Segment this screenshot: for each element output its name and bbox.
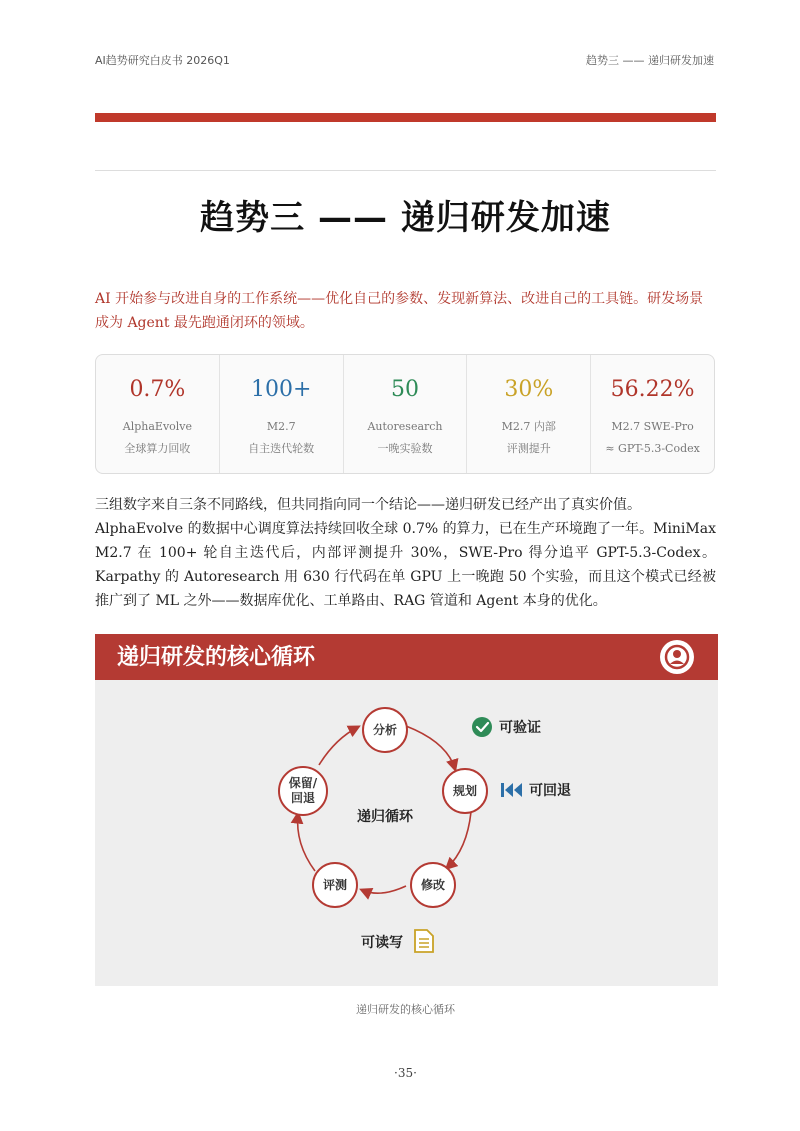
- stat-card: [467, 355, 591, 473]
- check-icon: [472, 717, 492, 737]
- stat-value: 56.22%: [610, 377, 695, 402]
- rewind-icon: [501, 783, 522, 797]
- readwrite-label: 可读写: [361, 935, 403, 951]
- cycle-diagram: [95, 634, 718, 986]
- accent-bar: [95, 113, 716, 122]
- body-paragraph-1: 三组数字来自三条不同路线，但共同指向同一个结论——递归研发已经产出了真实价值。: [95, 497, 641, 513]
- stat-label: AlphaEvolve: [122, 420, 193, 433]
- page-number: ·35·: [394, 1066, 417, 1080]
- stat-label: M2.7 内部: [501, 420, 556, 433]
- stat-label: M2.7 SWE-Pro: [611, 420, 694, 433]
- node-evaluate-label: 评测: [322, 878, 348, 892]
- figure-caption: 递归研发的核心循环: [356, 1003, 455, 1016]
- body-paragraph-2: AlphaEvolve 的数据中心调度算法持续回收全球 0.7% 的算力，已在生产环境跑了一年。MiniMax M2.7 在 100+ 轮自主迭代后，内部评测提升 30%，SWE-Pro 得分追平 GPT-5.3-Codex。Karpathy 的 Autoresearch 用 630 行代码在单 GPU 上一晚跑 50 个实验，而且这个模式已经被推广到了 ML 之外——数据库优化、工单路由、RAG 管道和 Agent 本身的优化。: [95, 521, 716, 609]
- stat-card: [344, 355, 468, 473]
- verifiable-label: 可验证: [499, 720, 541, 736]
- cycle-center-label: 递归循环: [357, 809, 413, 825]
- stat-sublabel: ≈ GPT-5.3-Codex: [605, 442, 700, 455]
- divider: [95, 170, 716, 171]
- node-modify: [411, 863, 455, 907]
- header-left: AI趋势研究白皮书 2026Q1: [95, 54, 230, 67]
- stat-label: M2.7: [266, 420, 296, 433]
- cycle-figure: [95, 634, 718, 986]
- stat-card: [220, 355, 344, 473]
- figure-title: 递归研发的核心循环: [117, 645, 316, 670]
- document-icon: [415, 930, 433, 952]
- arrow-keep-analyze: [319, 727, 358, 765]
- arrow-evaluate-keep: [298, 814, 315, 871]
- arrow-analyze-plan: [406, 726, 455, 769]
- stat-sublabel: 自主迭代轮数: [248, 442, 315, 455]
- header-right: 趋势三 —— 递归研发加速: [586, 54, 714, 67]
- node-keep-label-2: 回退: [290, 791, 316, 805]
- body-text: [95, 493, 716, 613]
- node-modify-label: 修改: [420, 878, 446, 892]
- stat-value: 100+: [250, 377, 312, 402]
- stat-card: [96, 355, 220, 473]
- lead-paragraph: [95, 287, 716, 335]
- arrow-modify-evaluate: [362, 886, 406, 893]
- stat-card: [591, 355, 714, 473]
- stat-label: Autoresearch: [367, 420, 443, 433]
- stat-value: 0.7%: [129, 377, 186, 402]
- page-title: 趋势三 —— 递归研发加速: [200, 198, 611, 238]
- stat-sublabel: 评测提升: [506, 442, 551, 455]
- node-analyze: [363, 708, 407, 752]
- lead-line-1: AI 开始参与改进自身的工作系统——优化自己的参数、发现新算法、改进自己的工具链。研发场景: [95, 291, 704, 307]
- node-evaluate: [313, 863, 357, 907]
- node-plan: [443, 769, 487, 813]
- node-keep-label-1: 保留/: [288, 776, 318, 790]
- stat-value: 50: [390, 377, 419, 402]
- arrow-plan-modify: [447, 812, 471, 868]
- stat-value: 30%: [504, 377, 554, 402]
- node-plan-label: 规划: [452, 784, 478, 798]
- stats-panel: [95, 354, 715, 474]
- stat-sublabel: 一晚实验数: [377, 442, 433, 455]
- node-keep-rollback: [279, 767, 327, 815]
- lead-line-2: 成为 Agent 最先跑通闭环的领域。: [95, 315, 314, 331]
- rollback-label: 可回退: [529, 783, 571, 799]
- stat-sublabel: 全球算力回收: [124, 442, 191, 455]
- node-analyze-label: 分析: [372, 723, 398, 737]
